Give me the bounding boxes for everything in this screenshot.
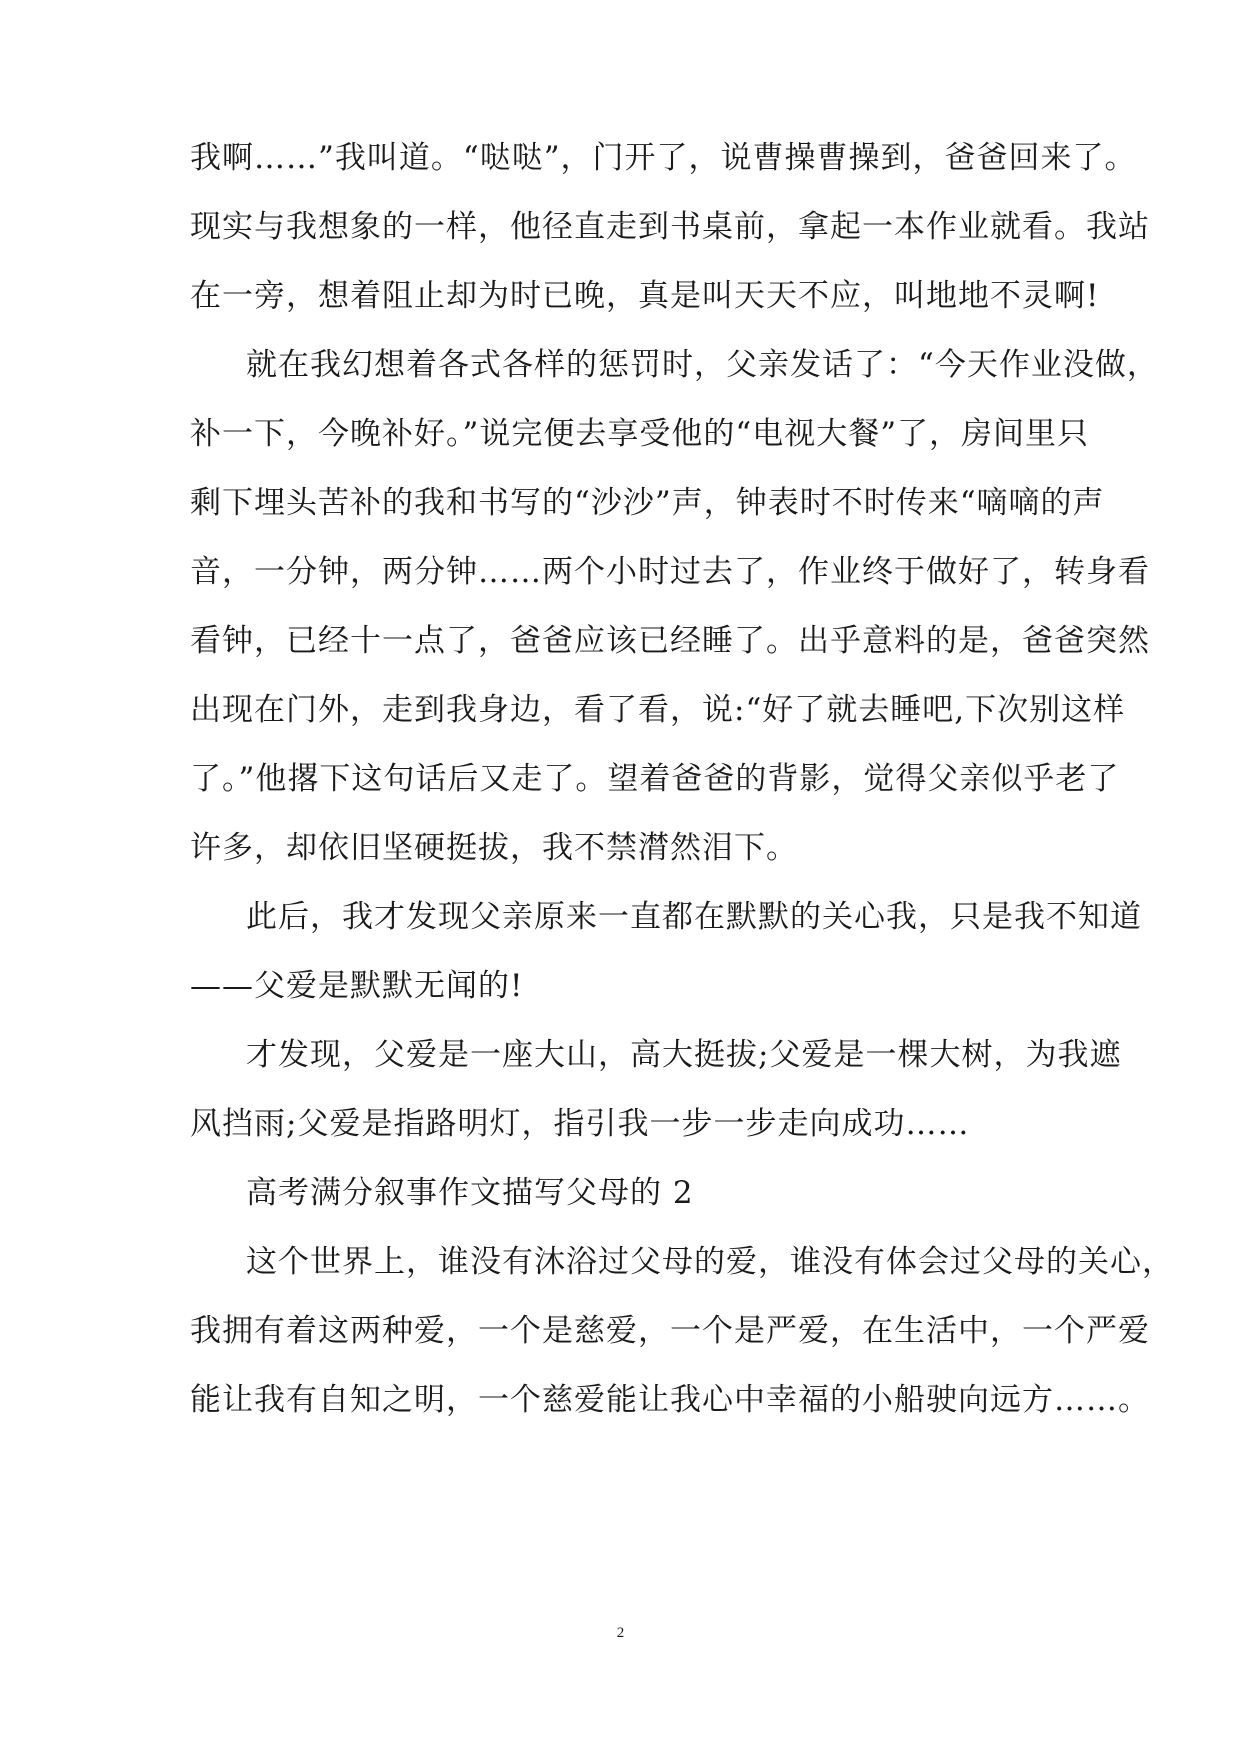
text-line: 出现在门外，走到我身边，看了看，说:“好了就去睡吧,下次别这样 xyxy=(190,692,1126,728)
text-line: 这个世界上，谁没有沐浴过父母的爱，谁没有体会过父母的关心， xyxy=(246,1244,1174,1280)
text-line: 能让我有自知之明，一个慈爱能让我心中幸福的小船驶向远方……。 xyxy=(190,1382,1150,1418)
text-line: 风挡雨;父爱是指路明灯，指引我一步一步走向成功…… xyxy=(190,1106,970,1142)
text-line: 才发现，父爱是一座大山，高大挺拔;父爱是一棵大树，为我遮 xyxy=(246,1037,1122,1073)
text-line: 我拥有着这两种爱，一个是慈爱，一个是严爱，在生活中，一个严爱 xyxy=(190,1313,1150,1349)
text-line: 此后，我才发现父亲原来一直都在默默的关心我，只是我不知道 xyxy=(246,899,1142,935)
section-heading: 高考满分叙事作文描写父母的 2 xyxy=(246,1175,694,1211)
text-line: 许多，却依旧坚硬挺拔，我不禁潸然泪下。 xyxy=(190,830,798,866)
text-line: 音，一分钟，两分钟……两个小时过去了，作业终于做好了，转身看 xyxy=(190,554,1150,590)
text-line: 我啊……”我叫道。“哒哒”，门开了，说曹操曹操到，爸爸回来了。 xyxy=(190,140,1137,176)
text-line: 现实与我想象的一样，他径直走到书桌前，拿起一本作业就看。我站 xyxy=(190,209,1150,245)
text-line: 就在我幻想着各式各样的惩罚时，父亲发话了：“今天作业没做， xyxy=(246,347,1159,383)
text-line: ——父爱是默默无闻的! xyxy=(190,968,524,1004)
text-line: 看钟，已经十一点了，爸爸应该已经睡了。出乎意料的是，爸爸突然 xyxy=(190,623,1150,659)
page-number: 2 xyxy=(616,1625,625,1641)
text-line: 剩下埋头苦补的我和书写的“沙沙”声，钟表时不时传来“嘀嘀的声 xyxy=(190,485,1105,521)
text-line: 补一下，今晚补好。”说完便去享受他的“电视大餐”了，房间里只 xyxy=(190,416,1090,452)
text-line: 在一旁，想着阻止却为时已晚，真是叫天天不应，叫地地不灵啊! xyxy=(190,278,1100,314)
text-line: 了。”他撂下这句话后又走了。望着爸爸的背影，觉得父亲似乎老了 xyxy=(190,761,1120,797)
